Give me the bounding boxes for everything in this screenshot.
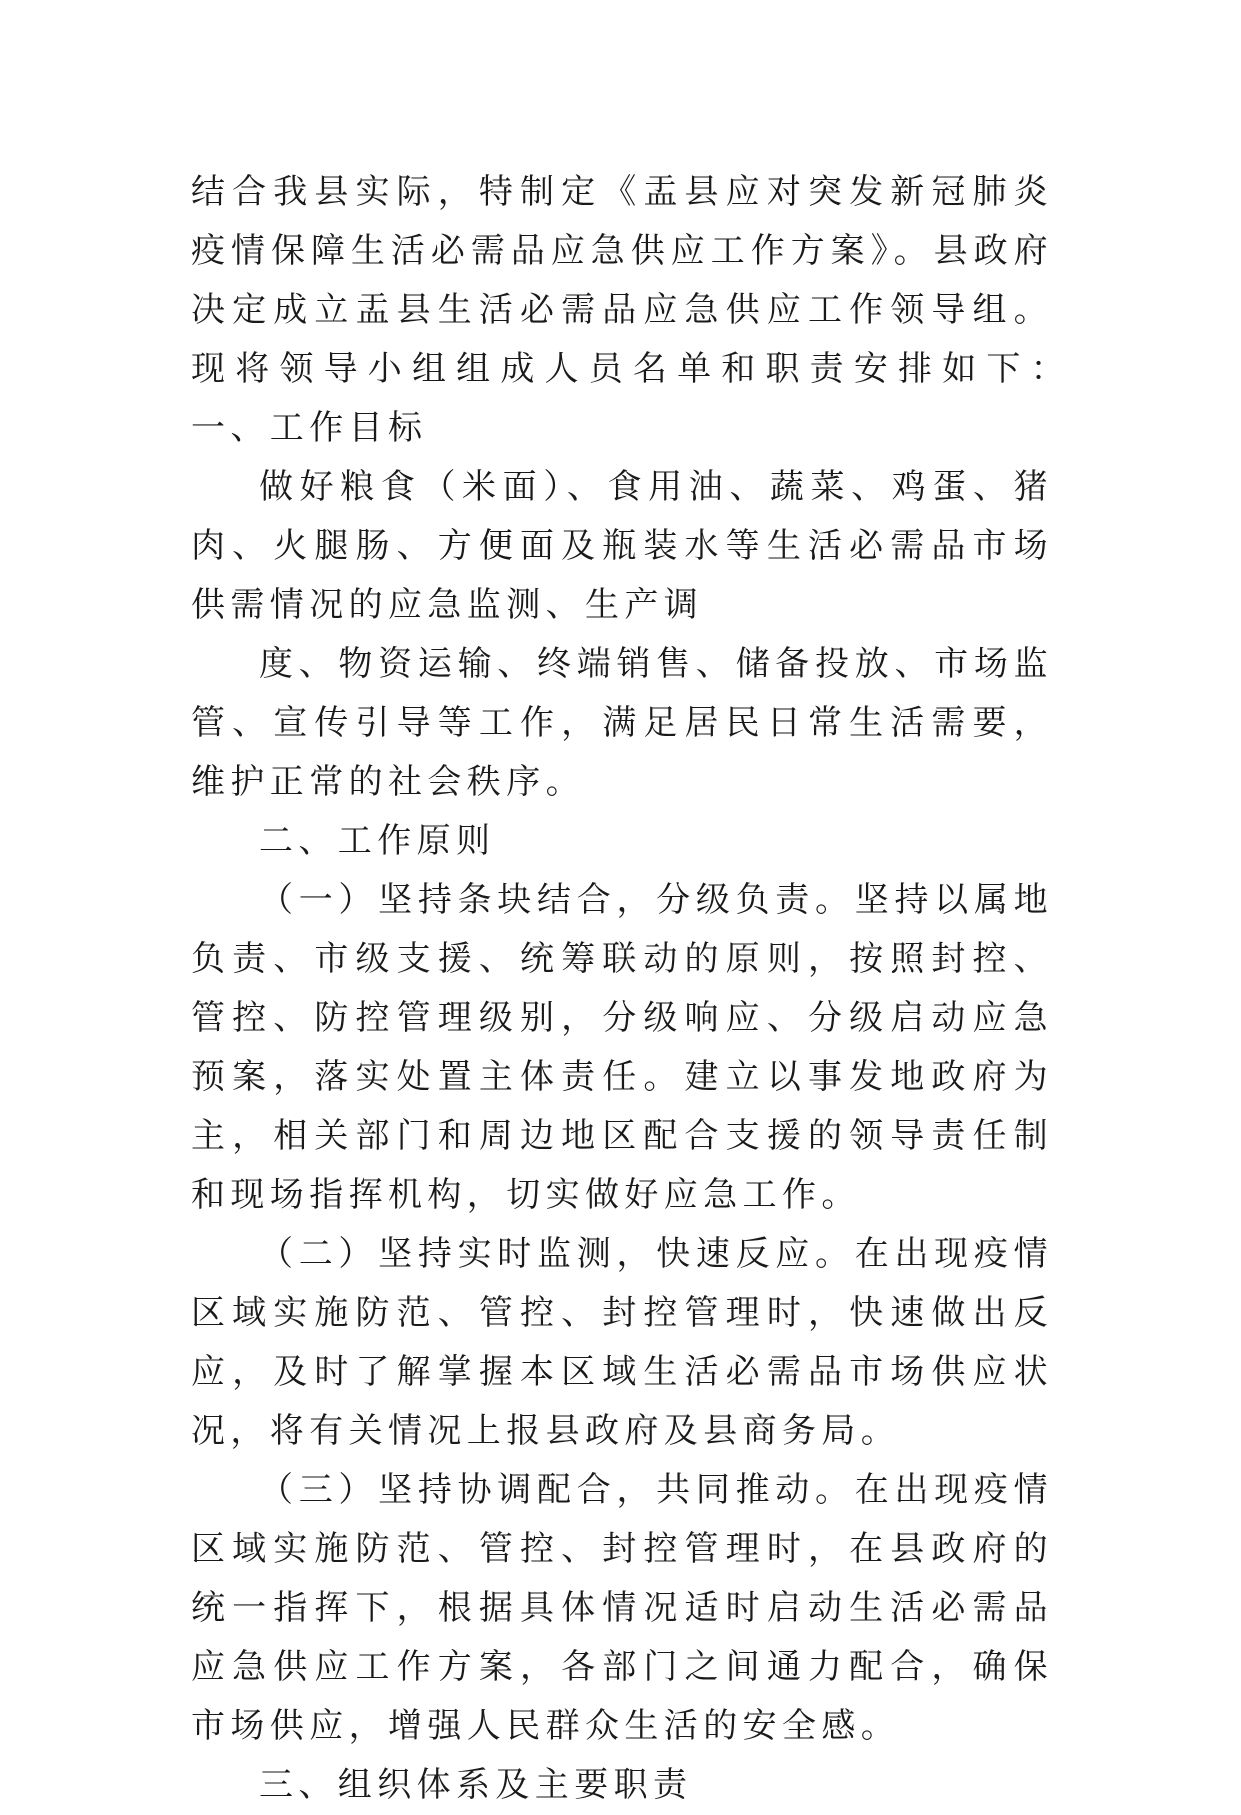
paragraph-goal-continued: 度、物资运输、终端销售、储备投放、市场监管、宣传引导等工作，满足居民日常生活需要，维护正常的社会秩序。 [191,644,1053,802]
paragraph-goal: 做好粮食（米面）、食用油、蔬菜、鸡蛋、猪肉、火腿肠、方便面及瓶装水等生活必需品市场供需情况的应急监测、生产调 [191,467,1053,625]
paragraph-intro: 结合我县实际，特制定《盂县应对突发新冠肺炎疫情保障生活必需品应急供应工作方案》。县政府决定成立盂县生活必需品应急供应工作领导组。现将领导小组组成人员名单和职责安排如下： 一、工作目标 [191,172,1172,448]
section-heading-principles: 二、工作原则 [259,821,496,861]
paragraph-principle-2: （二）坚持实时监测，快速反应。在出现疫情区域实施防范、管控、封控管理时，快速做出反应，及时了解掌握本区域生活必需品市场供应状况，将有关情况上报县政府及县商务局。 [191,1234,1053,1451]
document-body [191,163,1172,1815]
paragraph-principle-3: （三）坚持协调配合，共同推动。在出现疫情区域实施防范、管控、封控管理时，在县政府的统一指挥下，根据具体情况适时启动生活必需品应急供应工作方案，各部门之间通力配合，确保市场供应，增强人民群众生活的安全感。 [191,1470,1053,1746]
paragraph-principle-1: （一）坚持条块结合，分级负责。坚持以属地负责、市级支援、统筹联动的原则，按照封控、管控、防控管理级别，分级响应、分级启动应急预案，落实处置主体责任。建立以事发地政府为主，相关部门和周边地区配合支援的领导责任制和现场指挥机构，切实做好应急工作。 [191,880,1053,1215]
section-heading-organization: 三、组织体系及主要职责 [259,1765,693,1805]
